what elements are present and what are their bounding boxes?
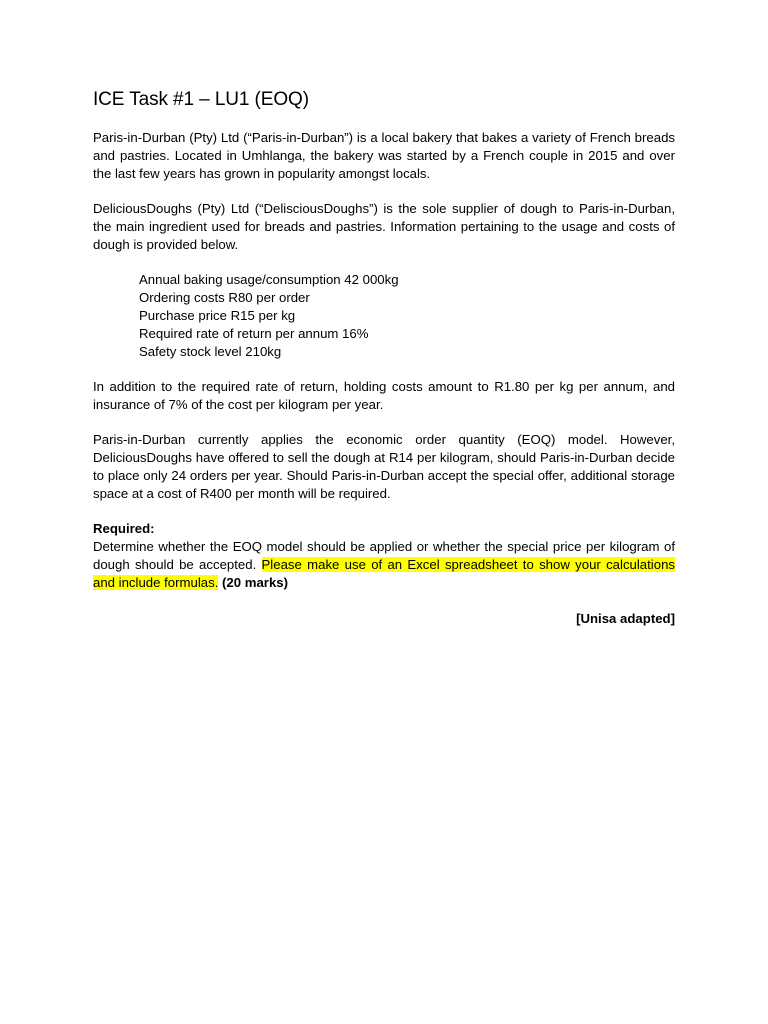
special-offer-paragraph: Paris-in-Durban currently applies the economic order quantity (EOQ) model. However, DeliciousDoughs have offered to sell the dough at R14 per kilogram, should Paris-in-Durban decide to place only 24 orders per year. Should Paris-in-Durban accept the special offer, additional storage space at a cost of R400 per month will be required.: [93, 432, 675, 501]
source-note: [Unisa adapted]: [576, 611, 675, 626]
page-title: ICE Task #1 – LU1 (EOQ): [93, 89, 309, 110]
document-content: [93, 88, 675, 628]
marks-label: (20 marks): [218, 575, 288, 590]
intro-paragraph: Paris-in-Durban (Pty) Ltd (“Paris-in-Durban”) is a local bakery that bakes a variety of French breads and pastries. Located in Umhlanga, the bakery was started by a French couple in 2015 and over the last few years has grown in popularity amongst locals.: [93, 130, 675, 181]
dough-info-list: [93, 271, 675, 361]
info-item-rate-of-return: Required rate of return per annum 16%: [139, 326, 369, 341]
supplier-paragraph: DeliciousDoughs (Pty) Ltd (“DelisciousDoughs”) is the sole supplier of dough to Paris-in-Durban, the main ingredient used for breads and pastries. Information pertaining to the usage and costs of dough is provided below.: [93, 201, 675, 252]
holding-costs-paragraph: In addition to the required rate of return, holding costs amount to R1.80 per kg per annum, and insurance of 7% of the cost per kilogram per year.: [93, 379, 675, 412]
required-text: [93, 538, 675, 592]
info-item-purchase-price: Purchase price R15 per kg: [139, 308, 296, 323]
info-item-safety-stock: Safety stock level 210kg: [139, 344, 282, 359]
info-item-ordering-costs: Ordering costs R80 per order: [139, 290, 310, 305]
required-heading: Required:: [93, 521, 155, 536]
required-instruction: Determine whether the EOQ model should be applied or whether the special price per kilogram of dough should be accepted.: [93, 539, 675, 572]
info-item-usage: Annual baking usage/consumption 42 000kg: [139, 272, 399, 287]
highlighted-instruction: Please make use of an Excel spreadsheet to show your calculations and include formulas.: [93, 557, 675, 590]
